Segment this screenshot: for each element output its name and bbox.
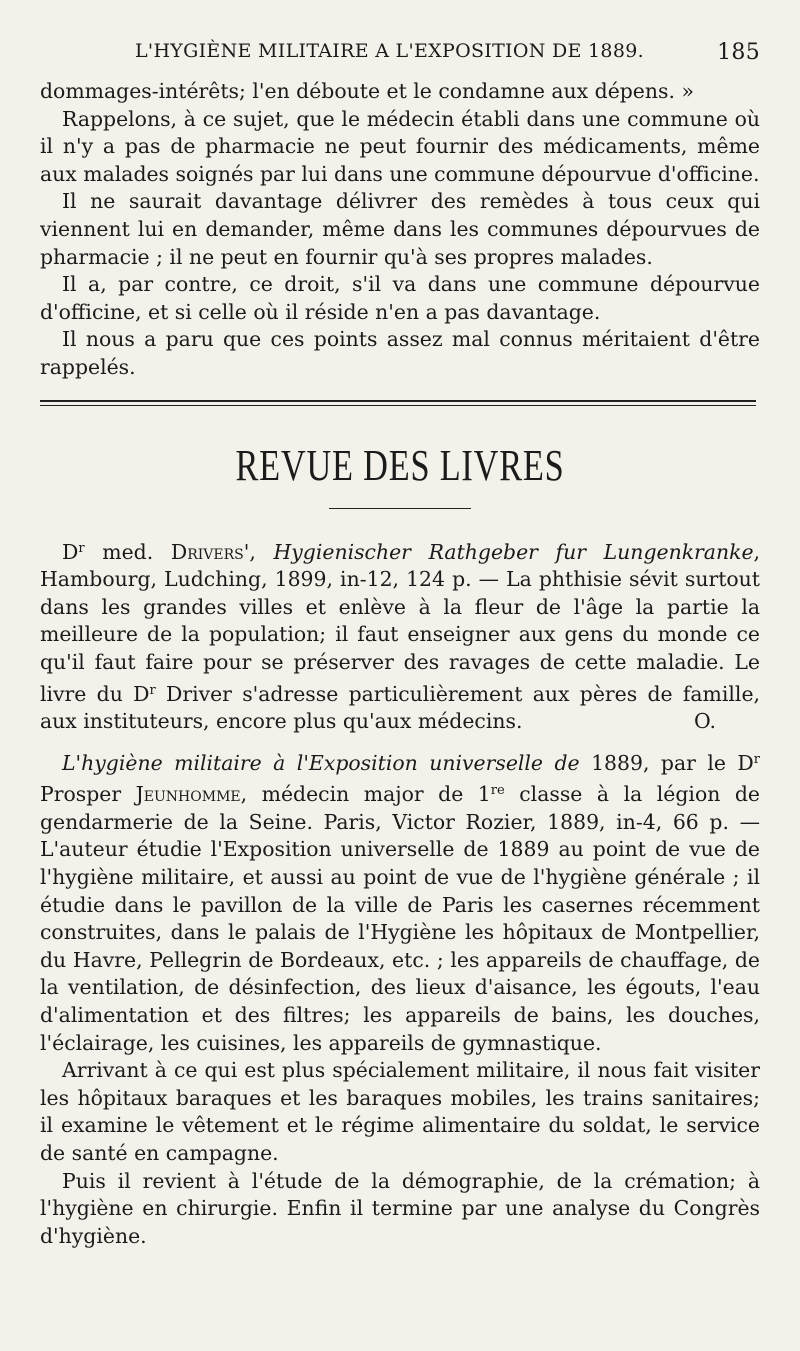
review-entry-2 <box>40 746 760 1058</box>
review2-paragraph-2: Arrivant à ce qui est plus spécialement militaire, il nous fait visiter les hôpitaux baraques et les baraques mobiles, les trains sanitaires; il examine le vêtement et le régime alimentaire du soldat, le service de santé en campagne. <box>40 1058 760 1165</box>
review2-class-sup: re <box>490 783 505 799</box>
review2-year: 1889, par le <box>579 750 738 775</box>
review1-med: med. <box>84 539 171 564</box>
intro-paragraph-3: Il ne saurait davantage délivrer des remèdes à tous ceux qui viennent lui en demander, même dans les communes dépourvues de pharmacie ; il ne peut en fournir qu'à ses propres malades. <box>40 189 760 269</box>
review1-text2: Driver s'adresse particulièrement aux pères de famille, aux instituteurs, encore plus qu'aux médecins. <box>40 681 761 734</box>
intro-paragraph-5: Il nous a paru que ces points assez mal connus méritaient d'être rappelés. <box>40 327 760 379</box>
section-divider <box>40 400 756 406</box>
review1-text: , Hambourg, Ludching, 1899, in-12, 124 p. — La phthisie sévit surtout dans les grandes villes et enlève à la fleur de l'âge la partie la meilleure de la population; il faut enseigner aux gens du monde ce qu'il faut faire pour se préserver des ravages de cette maladie. Le livre du <box>40 539 760 706</box>
review1-author: Drivers' <box>170 539 250 564</box>
intro-paragraph-2: Rappelons, à ce sujet, que le médecin établi dans une commune où il n'y a pas de pharmacie ne peut fournir des médicaments, même aux malades soignés par lui dans une commune dépourvue d'officine. <box>40 106 760 186</box>
review1-signature: O. <box>693 709 716 734</box>
intro-paragraph-4: Il a, par contre, ce droit, s'il va dans une commune dépourvue d'officine, et si celle où il réside n'en a pas davantage. <box>40 272 760 324</box>
review1-dr2-sup: r <box>149 682 156 698</box>
page-number: 185 <box>717 40 760 65</box>
review2-paragraph-3: Puis il revient à l'étude de la démographie, de la crémation; à l'hygiène en chirurgie. Enfin il termine par une analyse du Congrès d'hygiène. <box>40 1168 760 1248</box>
section-title: REVUE DES LIVRES <box>235 440 565 490</box>
intro-paragraph-1: dommages-intérêts; l'en déboute et le condamne aux dépens. » <box>40 79 694 103</box>
review2-dr-sup: r <box>753 751 760 767</box>
review2-text: , médecin major de 1 <box>240 782 491 807</box>
review1-book-title: Hygienischer Rathgeber fur Lungenkranke <box>273 539 754 564</box>
review2-first: Prosper <box>40 782 136 807</box>
page-body <box>40 78 760 1250</box>
review2-text2: classe à la légion de gendarmerie de la Seine. Paris, Victor Rozier, 1889, in-4, 66 p. — L'auteur étudie l'Exposition universelle de 1889 au point de vue de l'hygiène militaire, et aussi au point de vue de l'hygiène générale ; il étudie dans le pavillon de la ville de Paris les casernes récemment construites, dans le palais de l'Hygiène les hôpitaux de Montpellier, du Havre, Pellegrin de Bordeaux, etc. ; les appareils de chauffage, de la ventilation, de désinfection, des lieux d'aisance, les égouts, l'eau d'alimentation et des filtres; les appareils de bains, les douches, l'éclairage, les cuisines, les appareils de gymnastique. <box>40 782 761 1055</box>
review1-sep: , <box>249 539 274 564</box>
review-entry-1 <box>40 535 760 736</box>
review1-dr: D <box>62 539 79 564</box>
title-underline <box>329 508 471 509</box>
review2-book-title: L'hygiène militaire à l'Exposition universelle de <box>62 750 580 775</box>
review1-dr-sup: r <box>78 540 85 556</box>
review2-dr: D <box>737 750 754 775</box>
running-title: L'HYGIÈNE MILITAIRE A L'EXPOSITION DE 1889. <box>135 40 644 62</box>
review2-author: Jeunhomme <box>135 782 241 807</box>
review1-dr2: D <box>133 681 150 706</box>
